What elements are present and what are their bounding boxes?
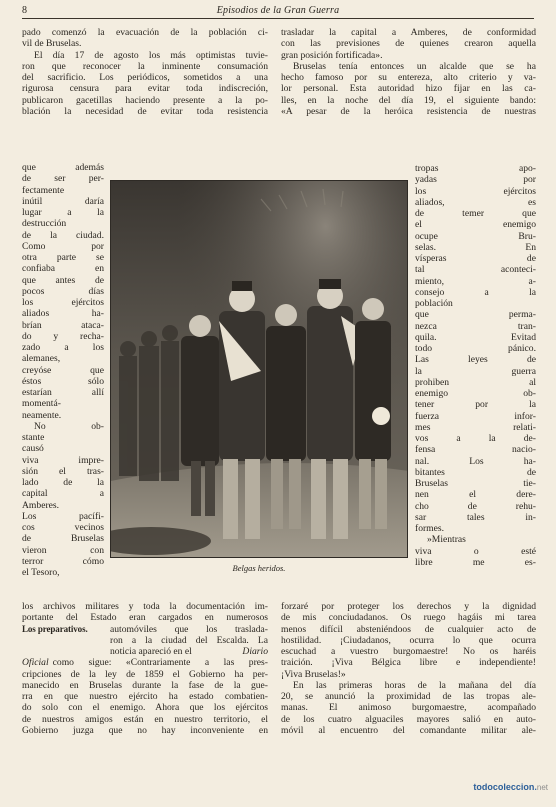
text-line: nal. Los ha- — [415, 455, 536, 467]
text-line: como sigue: «Contrariamente a las pres- — [52, 657, 268, 669]
text-line: neamente. — [22, 409, 62, 421]
text-line: los ejércitos — [22, 297, 104, 308]
text-line: sar tales in- — [415, 511, 536, 523]
text-line: 20, se anunció la proximidad de las tropas ale- — [281, 691, 536, 702]
text-line: tener por la — [415, 399, 536, 411]
text-line: No ob- — [34, 420, 104, 432]
text-line: de temer que — [415, 208, 536, 219]
text-line: otra parte se — [22, 252, 104, 263]
text-line: pado comenzó la evacuación de la población ci- — [22, 27, 268, 38]
text-line: del sacrificio. Los periódicos, sometidos a una — [22, 72, 268, 83]
text-line: lles, en la noche del día 19, el siguiente bando: — [281, 94, 536, 106]
text-line: vos a la de- — [415, 433, 536, 444]
text-line: tropas apo- — [415, 163, 536, 174]
text-line: cripciones de la ley de 1859 el Gobierno ha per- — [22, 668, 268, 680]
text-line: estarían allí — [22, 387, 104, 398]
text-line: libre me es- — [415, 556, 536, 568]
text-line: nezca tran- — [415, 320, 536, 332]
text-line: portante del Estado eran cargados en numerosos — [22, 612, 268, 624]
oficial-word: Oficial — [22, 657, 49, 669]
text-line: de la ciudad. — [22, 229, 104, 241]
text-line: Amberes. — [22, 499, 60, 511]
text-line: trasladar la capital a Amberes, de conformidad — [281, 27, 536, 38]
text-line: vieron con — [22, 544, 104, 556]
right-narrow-column — [415, 163, 536, 568]
text-line: fuerza infor- — [415, 410, 536, 422]
text-line: publicaron gacetillas haciendo presente a la po- — [22, 94, 268, 106]
text-line: escuchad a vuestro burgomaestre! No os haréis — [281, 646, 536, 657]
text-line: formes. — [415, 523, 445, 534]
text-line: viva impre- — [22, 454, 104, 466]
text-line: hostilidad. ¡Ciudadanos, ocurra lo que ocurra — [281, 634, 536, 646]
text-line: lor personal. Esta autoridad hizo fijar en las ca- — [281, 83, 536, 95]
text-line: noticia apareció en el — [110, 646, 192, 657]
text-line: brían ataca- — [22, 319, 104, 331]
text-line: de mis conciudadanos. Os ruego hagáis mi tarea — [281, 612, 536, 624]
text-line: miento, a- — [415, 275, 536, 287]
text-line: stante — [22, 432, 45, 443]
text-line: manas. El animoso burgomaestre, acompañado — [281, 702, 536, 714]
text-line: con las previsiones de quienes crearon aquella — [281, 38, 536, 50]
text-line: bitantes de — [415, 466, 536, 478]
text-line: forzaré por proteger los derechos y la dignidad — [281, 601, 536, 612]
text-line: traición. ¡Viva Bélgica libre e independiente! — [281, 657, 536, 669]
text-line: Las leyes de — [415, 354, 536, 366]
side-heading-line — [22, 624, 268, 635]
engraving-image — [111, 181, 408, 558]
text-line: manecido en Bruselas durante la fase de la gue- — [22, 679, 268, 691]
text-line-wrap — [22, 646, 268, 657]
illustration-wounded-soldiers — [110, 180, 408, 558]
text-line: consejo a la — [415, 286, 536, 298]
text-line: de ser per- — [22, 173, 104, 185]
text-line: mes relati- — [415, 421, 536, 433]
text-line: inútil daría — [22, 195, 104, 207]
left-column-top — [22, 27, 268, 117]
text-line: automóviles que los traslada- — [110, 623, 268, 635]
text-line: En las primeras horas de la mañana del día — [293, 679, 536, 691]
text-line: cho de rehu- — [415, 500, 536, 512]
left-narrow-column — [22, 162, 104, 578]
text-line: que además — [22, 162, 104, 173]
text-line: viva o esté — [415, 545, 536, 557]
text-line: hecho famoso por su entereza, alto criterio y va- — [281, 72, 536, 83]
text-line: el Tesoro, — [22, 567, 60, 578]
text-line: vísperas de — [415, 253, 536, 264]
text-line-wrap — [22, 657, 268, 668]
text-line: lado de la — [22, 477, 104, 488]
side-heading: Los preparativos. — [22, 623, 88, 634]
text-line: zado a los — [22, 342, 104, 353]
text-line: lugar a la — [22, 207, 104, 218]
text-line: «A pesar de la heróica resistencia de nuestras — [281, 105, 536, 117]
text-line-wrap — [22, 635, 268, 646]
text-line: todo pánico. — [415, 343, 536, 354]
text-line: tal aconteci- — [415, 264, 536, 276]
watermark-dot: . — [534, 782, 537, 792]
text-line: ron a la ciudad del Escalda. La — [110, 634, 268, 646]
watermark-logo — [473, 782, 548, 792]
text-line: causó — [22, 443, 44, 455]
watermark-brand: todocoleccion — [473, 782, 535, 792]
text-line: destrucción — [22, 218, 67, 230]
text-line: prohiben al — [415, 376, 536, 388]
text-line: blación la necesidad de evitar toda resistencia — [22, 105, 268, 117]
text-line: enemigo ob- — [415, 388, 536, 399]
text-line: momentá- — [22, 398, 61, 410]
text-line: »Mientras — [427, 534, 466, 546]
text-line: el enemigo — [415, 219, 536, 231]
text-line: nen el dere- — [415, 489, 536, 501]
text-line: de nuestros amigos están en nuestro territorio, el — [22, 713, 268, 725]
text-line: ¡Viva Bruselas!» — [281, 668, 346, 680]
text-line: fectamente — [22, 184, 65, 196]
text-line: Como por — [22, 240, 104, 252]
text-line: los archivos militares y toda la documentación im- — [22, 601, 268, 612]
text-line: yadas por — [415, 174, 536, 186]
text-line: móvil al encuentro del comandante militar ale- — [281, 724, 536, 736]
text-line: de Bruselas — [22, 533, 104, 545]
text-line: creyóse que — [22, 364, 104, 376]
text-line: gran posición fortificada». — [281, 49, 383, 61]
header-rule — [22, 18, 534, 19]
text-line: aliados, es — [415, 196, 536, 208]
text-line: Bruselas tie- — [415, 478, 536, 489]
text-line: que antes de — [22, 274, 104, 286]
text-line: la guerra — [415, 365, 536, 377]
text-line: alemanes, — [22, 353, 61, 365]
text-line: población — [415, 298, 453, 309]
text-line: Los pacífi- — [22, 510, 104, 522]
text-line: El día 17 de agosto los más optimistas tuvie- — [34, 49, 268, 61]
text-line: éstos sólo — [22, 375, 104, 387]
text-line: do solo con el enemigo. Ahora que los ejércitos — [22, 702, 268, 714]
text-line: rigurosa censura para evitar toda indiscreción, — [22, 83, 268, 95]
watermark-suffix: net — [536, 783, 548, 792]
running-head: Episodios de la Gran Guerra — [216, 5, 340, 16]
text-line: capital a — [22, 488, 104, 500]
text-line: rra en que nuestro ejército ha estado combatien- — [22, 691, 268, 702]
text-line: confiaba en — [22, 263, 104, 275]
text-line: los ejércitos — [415, 185, 536, 197]
text-line: cos vecinos — [22, 522, 104, 533]
text-line: terror cómo — [22, 555, 104, 567]
text-line: selas. En — [415, 241, 536, 253]
text-line: ron que reconocer la inminente consumación — [22, 60, 268, 72]
text-line: que perma- — [415, 309, 536, 321]
text-line: menos difícil absteniéndoos de cualquier acto de — [281, 623, 536, 635]
text-line: Bruselas tenía entonces un alcalde que se ha — [293, 60, 536, 72]
text-line: ocupe Bru- — [415, 230, 536, 242]
page-number: 8 — [22, 5, 27, 16]
text-line: de los cuatro alguaciles mayores salió en auto- — [281, 713, 536, 725]
diario-word: Diario — [242, 646, 268, 657]
figure-caption: Belgas heridos. — [232, 563, 286, 573]
left-column-bottom — [22, 601, 268, 736]
text-line: pocos días — [22, 285, 104, 297]
text-line: fensa nacio- — [415, 444, 536, 456]
text-line: sión el tras- — [22, 465, 104, 477]
text-line: Gobierno juzga que no hay inconveniente en — [22, 724, 268, 736]
text-line: do y recha- — [22, 330, 104, 342]
right-column-bottom — [281, 601, 536, 736]
right-column-top — [281, 27, 536, 117]
text-line: quila. Evitad — [415, 331, 536, 343]
text-line: aliados ha- — [22, 308, 104, 320]
text-line: vil de Bruselas. — [22, 38, 82, 50]
